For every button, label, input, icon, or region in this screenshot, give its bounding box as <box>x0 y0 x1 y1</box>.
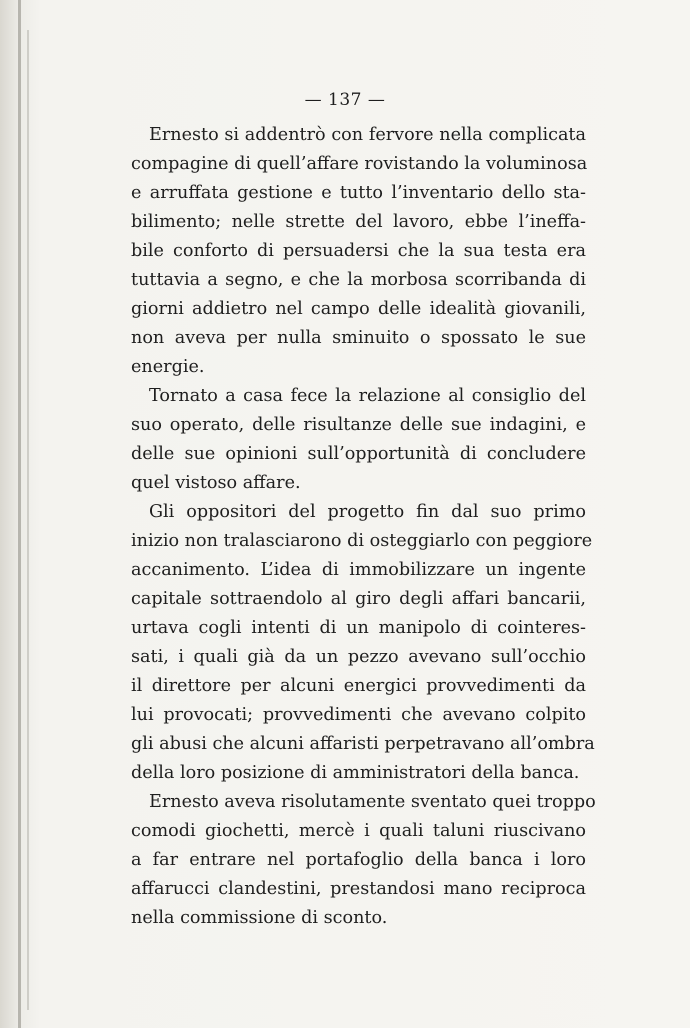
paragraph-1 <box>131 121 586 382</box>
binding-shadow <box>27 30 29 1010</box>
text-line: urtava cogli intenti di un manipolo di cointeres- <box>131 618 586 638</box>
text-line: giorni addietro nel campo delle idealità giovanili, <box>131 299 586 319</box>
text-line: comodi giochetti, mercè i quali taluni riuscivano <box>131 821 586 841</box>
text-line: Ernesto aveva risolutamente sventato quei troppo <box>149 792 596 812</box>
text-line: inizio non tralasciarono di osteggiarlo con peggiore <box>131 531 593 551</box>
page-number: — 137 — <box>304 90 386 110</box>
text-line: Tornato a casa fece la relazione al consiglio del <box>149 386 586 406</box>
text-line: delle sue opinioni sull’opportunità di concludere <box>131 444 586 464</box>
text-line: nella commissione di sconto. <box>131 908 388 928</box>
text-line: non aveva per nulla sminuito o spossato le sue <box>131 328 586 348</box>
paragraph-3 <box>131 498 595 788</box>
text-line: affarucci clandestini, prestandosi mano reciproca <box>131 879 586 899</box>
text-line: il direttore per alcuni energici provvedimenti da <box>131 676 586 696</box>
text-line: Ernesto si addentrò con fervore nella complicata <box>149 125 586 145</box>
text-line: sati, i quali già da un pezzo avevano sull’occhio <box>131 647 586 667</box>
text-line: a far entrare nel portafoglio della banca i loro <box>131 850 586 870</box>
text-line: Gli oppositori del progetto fin dal suo primo <box>149 502 586 522</box>
binding-edge <box>18 0 21 1028</box>
text-line: lui provocati; provvedimenti che avevano colpito <box>131 705 586 725</box>
text-line: bilimento; nelle strette del lavoro, ebbe l’ineffa- <box>131 212 586 232</box>
text-line: bile conforto di persuadersi che la sua testa era <box>131 241 586 261</box>
paragraph-4 <box>131 788 596 933</box>
text-line: energie. <box>131 357 205 377</box>
text-line: capitale sottraendolo al giro degli affari bancarii, <box>131 589 586 609</box>
text-line: e arruffata gestione e tutto l’inventario dello sta- <box>131 183 586 203</box>
text-line: quel vistoso affare. <box>131 473 301 493</box>
text-line: tuttavia a segno, e che la morbosa scorribanda di <box>131 270 586 290</box>
text-line: della loro posizione di amministratori della banca. <box>131 763 580 783</box>
paragraph-2 <box>131 382 586 498</box>
text-line: suo operato, delle risultanze delle sue indagini, e <box>131 415 586 435</box>
text-line: accanimento. L’idea di immobilizzare un ingente <box>131 560 586 580</box>
text-line: gli abusi che alcuni affaristi perpetravano all’ombra <box>131 734 595 754</box>
body-text <box>131 121 596 933</box>
text-line: compagine di quell’affare rovistando la voluminosa <box>131 154 588 174</box>
